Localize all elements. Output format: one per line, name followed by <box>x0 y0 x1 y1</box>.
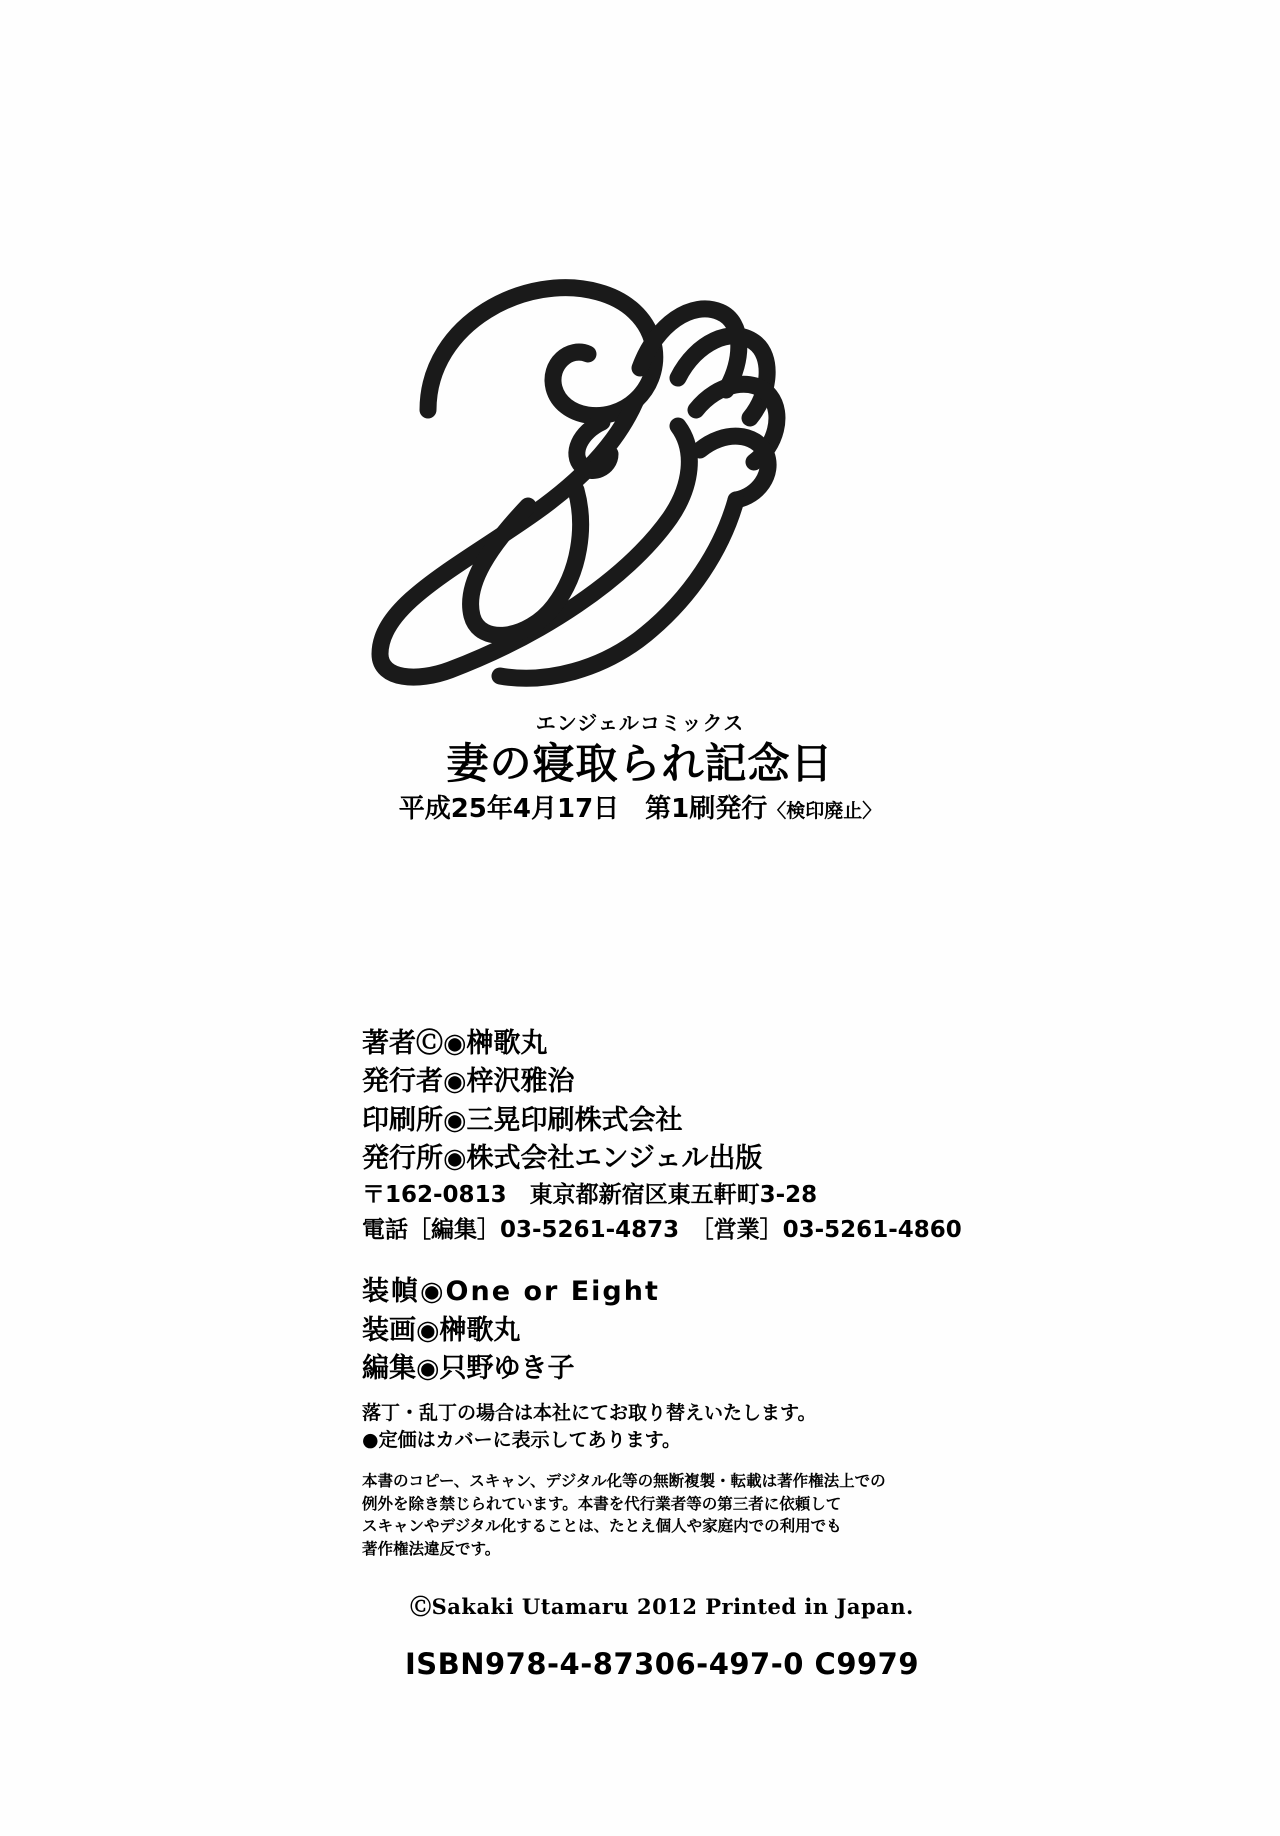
book-title: 妻の寝取られ記念日 <box>446 739 834 788</box>
credit-publisher-person: 発行者◉梓沢雅治 <box>362 1066 575 1098</box>
colophon-block <box>362 1025 982 1681</box>
imprint-label: エンジェルコミックス <box>535 711 745 735</box>
fineprint-line-3: スキャンやデジタル化することは、たとえ個人や家庭内での利用でも <box>362 1516 842 1536</box>
design-credits <box>362 1273 982 1388</box>
copyright-notice: ⒸSakaki Utamaru 2012 Printed in Japan. <box>410 1593 914 1619</box>
notice-block <box>362 1400 982 1454</box>
publisher-address: 〒162-0813 東京都新宿区東五軒町3-28 <box>362 1182 818 1209</box>
credit-editor: 編集◉只野ゆき子 <box>362 1352 575 1384</box>
fineprint-line-2: 例外を除き禁じられています。本書を代行業者等の第三者に依頼して <box>362 1493 842 1513</box>
fineprint-line-4: 著作権法違反です。 <box>362 1539 501 1559</box>
publisher-phone: 電話［編集］03-5261-4873 ［営業］03-5261-4860 <box>362 1216 962 1243</box>
print-date-line <box>0 794 1280 825</box>
notice-defect: 落丁・乱丁の場合は本社にてお取り替えいたします。 <box>362 1402 817 1425</box>
angel-comics-logo <box>340 250 810 690</box>
credit-cover-design: 装幀◉One or Eight <box>362 1276 660 1308</box>
notice-price: ●定価はカバーに表示してあります。 <box>362 1429 682 1452</box>
credit-printer: 印刷所◉三晃印刷株式会社 <box>362 1104 683 1136</box>
print-date: 平成25年4月17日 第1刷発行 <box>398 794 768 825</box>
print-note: 〈検印廃止〉 <box>767 800 882 823</box>
copyright-fineprint <box>362 1470 982 1561</box>
title-block <box>0 712 1280 825</box>
fineprint-line-1: 本書のコピー、スキャン、デジタル化等の無断複製・転載は著作権法上での <box>362 1471 886 1491</box>
credit-author: 著者Ⓒ◉榊歌丸 <box>362 1028 548 1059</box>
isbn-code: ISBN978-4-87306-497-0 C9979 <box>404 1646 920 1681</box>
credit-cover-art: 装画◉榊歌丸 <box>362 1314 521 1346</box>
credit-publisher: 発行所◉株式会社エンジェル出版 <box>362 1142 763 1174</box>
